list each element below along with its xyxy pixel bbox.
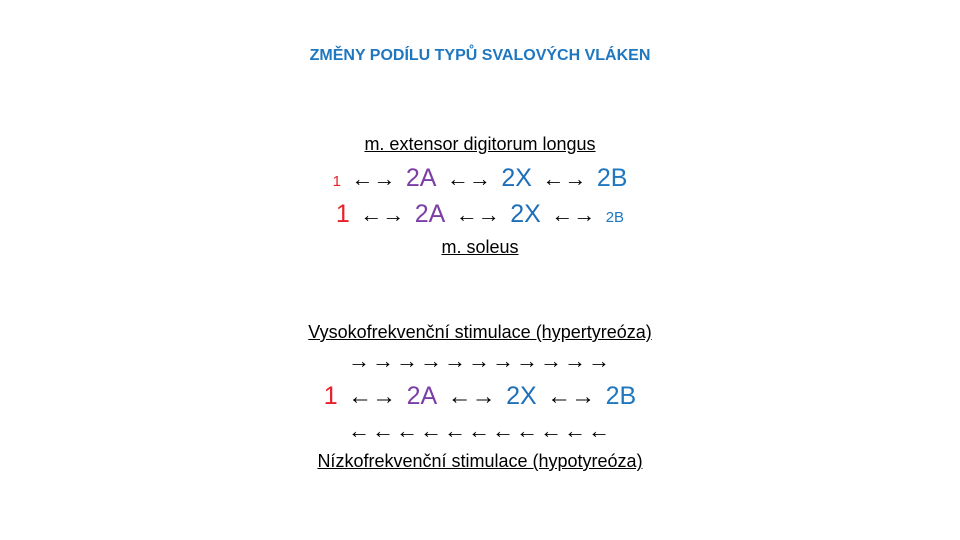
- left-arrows-row: ←←←←←←←←←←←: [348, 418, 612, 443]
- fiber-sequence-edl: [0, 164, 960, 193]
- fiber-type-2b: 2B: [605, 382, 637, 410]
- low-frequency-label-text: Nízkofrekvenční stimulace (hypotyreóza): [317, 451, 643, 471]
- high-frequency-label-text: Vysokofrekvenční stimulace (hypertyreóza): [308, 322, 652, 342]
- fiber-type-1: 1: [332, 173, 341, 190]
- bidirectional-arrow-icon: ←→: [360, 202, 405, 227]
- bidirectional-arrow-icon: ←→: [446, 166, 491, 191]
- fiber-type-2a: 2A: [406, 382, 438, 410]
- right-arrows-row: →→→→→→→→→→→: [348, 348, 612, 373]
- fiber-type-2x: 2X: [510, 200, 541, 228]
- low-frequency-label: [0, 451, 960, 472]
- bidirectional-arrow-icon: ←→: [447, 383, 496, 410]
- fiber-type-2x: 2X: [501, 164, 532, 192]
- muscle-label-soleus: [0, 237, 960, 258]
- fiber-sequence-soleus: [0, 200, 960, 229]
- fiber-type-2a: 2A: [414, 200, 446, 228]
- bidirectional-arrow-icon: ←→: [348, 383, 397, 410]
- muscle-label-edl-text: m. extensor digitorum longus: [364, 134, 596, 154]
- fiber-type-2x: 2X: [506, 382, 537, 410]
- bidirectional-arrow-icon: ←→: [351, 166, 396, 191]
- fiber-type-1: 1: [335, 200, 350, 228]
- bidirectional-arrow-icon: ←→: [455, 202, 500, 227]
- fiber-sequence-stimulation: [0, 382, 960, 411]
- fiber-type-2b: 2B: [605, 209, 625, 226]
- bidirectional-arrow-icon: ←→: [547, 383, 596, 410]
- bidirectional-arrow-icon: ←→: [551, 202, 596, 227]
- fiber-type-2b: 2B: [596, 164, 628, 192]
- fiber-type-1: 1: [323, 382, 338, 410]
- bidirectional-arrow-icon: ←→: [542, 166, 587, 191]
- high-frequency-label: [0, 322, 960, 343]
- muscle-label-soleus-text: m. soleus: [441, 237, 519, 257]
- fiber-type-2a: 2A: [405, 164, 437, 192]
- muscle-label-edl: [0, 134, 960, 155]
- slide-title: ZMĚNY PODÍLU TYPŮ SVALOVÝCH VLÁKEN: [309, 47, 651, 64]
